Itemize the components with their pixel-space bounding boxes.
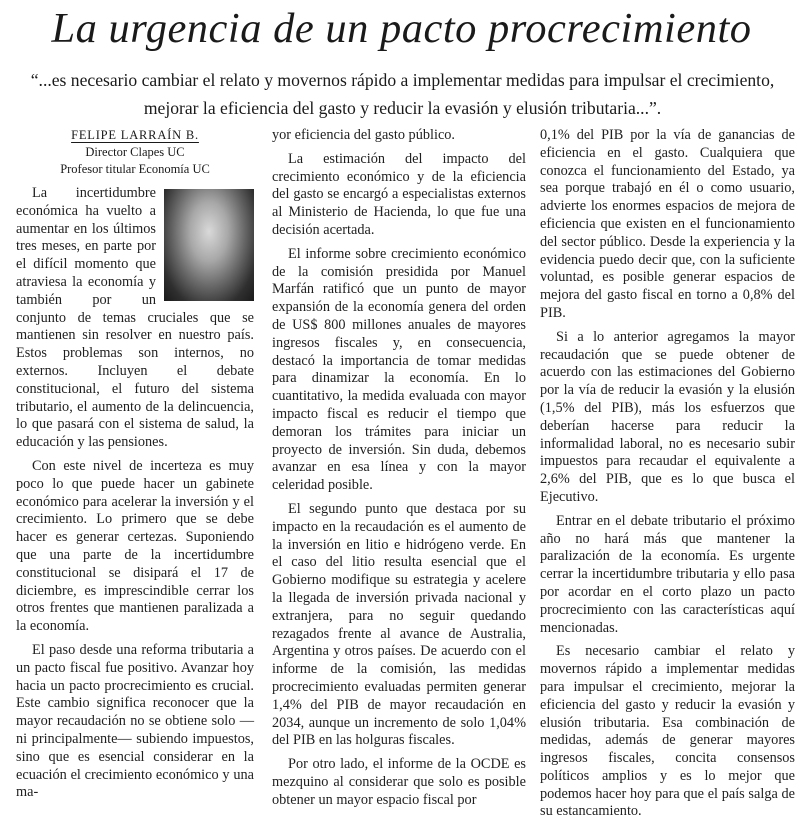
paragraph: El informe sobre crecimiento económico de la comisión presidida por Manuel Marfán ratificó que un punto de mayor expansión de la economía genera del orden de US$ 800 millones anuales de mayores ingresos fiscales y, en consecuencia, destacó la importancia de tomar medidas para dinamizar la economía. En lo cuantitativo, la medida evaluada con mayor impacto fiscal es reducir el tiempo que demoran los trámites para iniciar un proyecto de inversión. Sin duda, debemos avanzar en esa línea y con la mayor celeridad posible.	[272, 245, 526, 494]
paragraph: Es necesario cambiar el relato y movernos rápido a implementar medidas para impulsar el crecimiento, mejorar la eficiencia del gasto y reducir la evasión y elusión tributaria. Esa combinación de medidas, además de generar mayores ingresos fiscales, concita consensos políticos amplios y es lo mejor que podemos hacer hoy para que el país salga de su estancamiento.	[540, 643, 795, 820]
column-1	[16, 185, 254, 808]
author-affiliation: Profesor titular Economía UC	[60, 162, 210, 176]
paragraph: Con este nivel de incerteza es muy poco lo que puede hacer un gabinete económico para acelerar la inversión y el crecimiento. Lo primero que se debe hacer es generar certezas. Suponiendo que una parte de la incertidumbre constitucional se disipará el 17 de diciembre, es imprescindible cerrar los otros frentes que mantienen paralizada a la economía.	[16, 457, 254, 635]
paragraph: Entrar en el debate tributario el próximo año no hará más que mantener la paralización de la economía. Es urgente cerrar la incertidumbre tributaria y ello pasa por acordar en el corto plazo un pacto procrecimiento con las características aquí mencionadas.	[540, 512, 795, 636]
paragraph: La incertidumbre económica ha vuelto a aumentar en los últimos tres meses, en parte por el difícil momento que atraviesa la economía y también por un conjunto de temas cruciales que se mantienen sin resolver en nuestro país. Estos problemas son internos, no externos. Incluyen el debate constitucional, el futuro del sistema tributario, el aumento de la delincuencia, lo que pasará con el sistema de salud, la educación y las pensiones.	[16, 185, 254, 451]
paragraph: 0,1% del PIB por la vía de ganancias de eficiencia en el gasto. Cualquiera que conozca el funcionamiento del Estado, ya sea porque trabajó en él o como usuario, advierte los enormes espacios de mejora de eficiencia que existen en el funcionamiento del sector público. Desde la experiencia y la evidencia puedo decir que, con la suficiente voluntad, es posible generar espacios de mejora del gasto fiscal en torno a 0,8% del PIB.	[540, 127, 795, 321]
paragraph: El paso desde una reforma tributaria a un pacto fiscal fue positivo. Avanzar hoy hacia un pacto procrecimiento es crucial. Este cambio significa reconocer que la mayor recaudación no se obtiene solo —ni principalmente— subiendo impuestos, sino que es esencial considerar en la ecuación el crecimiento económico y una ma-	[16, 641, 254, 801]
paragraph: yor eficiencia del gasto público.	[272, 127, 456, 143]
paragraph: Por otro lado, el informe de la OCDE es mezquino al considerar que solo es posible obtener un mayor espacio fiscal por	[272, 756, 526, 808]
article-title: La urgencia de un pacto procrecimiento	[51, 5, 752, 52]
pull-quote: “...es necesario cambiar el relato y movernos rápido a implementar medidas para impulsar el crecimiento, mejorar la eficiencia del gasto y reducir la evasión y elusión tributaria...”.	[30, 70, 775, 118]
author-photo	[164, 189, 254, 301]
paragraph: El segundo punto que destaca por su impacto en la recaudación es el aumento de la inversión en litio e hidrógeno verde. En el caso del litio resulta esencial que el Gobierno modifique su estrategia y acelere la llegada de inversión privada nacional y extranjera, para no seguir quedando rezagados frente al avance de Australia, Argentina y otros países. De acuerdo con el informe de la comisión, las medidas procrecimiento evaluadas permiten generar 1,4% del PIB de mayor recaudación en 2034, aunque un incremento de solo 1,04% del PIB en las holguras fiscales.	[272, 500, 526, 749]
author-role: Director Clapes UC	[85, 145, 185, 159]
column-3	[540, 127, 795, 827]
paragraph: Si a lo anterior agregamos la mayor recaudación que se puede obtener de acuerdo con las estimaciones del Gobierno por la vía de reducir la evasión y la elusión (1,5% del PIB), más los esfuerzos que deberían hacerse para reducir la informalidad laboral, no es necesario subir impuestos para recaudar el equivalente a 2,6% del PIB, que es lo que busca el Ejecutivo.	[540, 328, 795, 505]
paragraph: La estimación del impacto del crecimiento económico y de la eficiencia del gasto se encargó a especialistas externos al Ministerio de Hacienda, lo que fue una decisión acertada.	[272, 150, 526, 238]
author-name: FELIPE LARRAÍN B.	[71, 128, 199, 142]
column-2	[272, 127, 526, 815]
byline	[16, 127, 254, 178]
